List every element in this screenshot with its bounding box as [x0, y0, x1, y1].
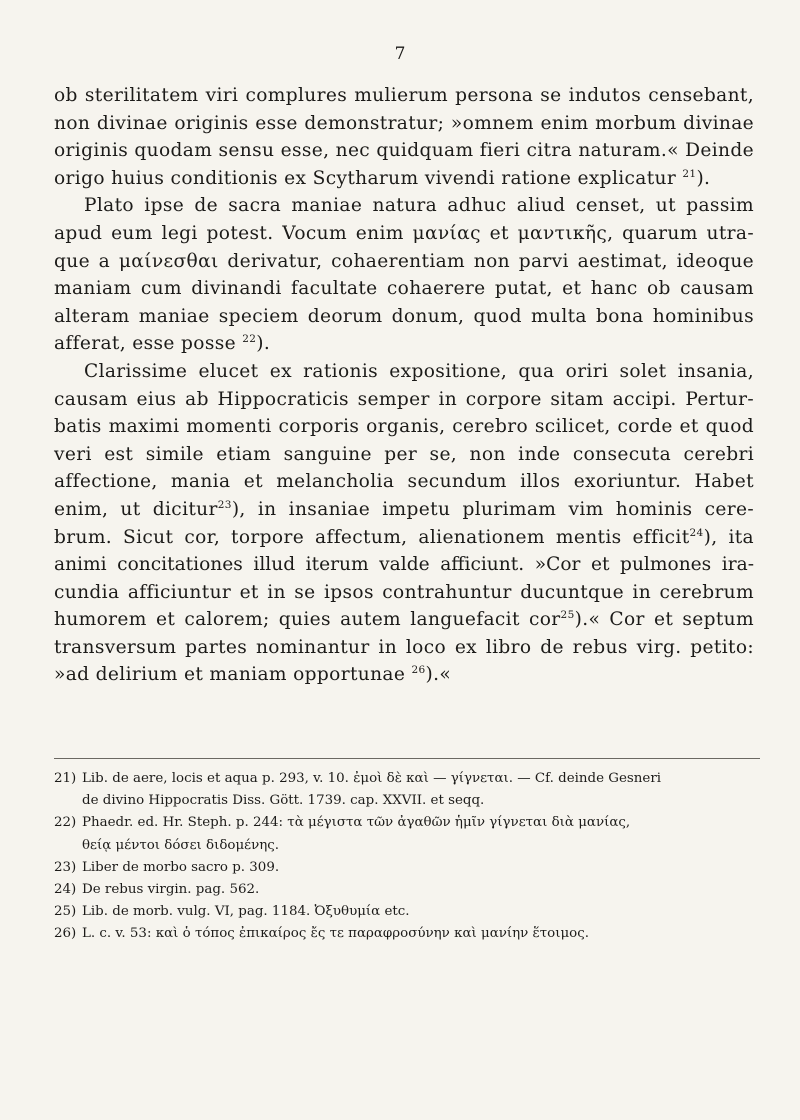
text-line: causam eius ab Hippocraticis semper in corpore sitam accipi. Pertur- — [54, 388, 754, 410]
footnote — [54, 879, 764, 901]
text-line: que a μαίνεσθαι derivatur, cohaerentiam non parvi aestimat, ideoque — [54, 250, 754, 272]
text-line: Plato ipse de sacra maniae natura adhuc aliud censet, ut passim — [84, 195, 754, 217]
text-fragment: humorem et calorem; quies autem languefacit cor — [54, 609, 561, 631]
text-line: Clarissime elucet ex rationis expositione, qua oriri solet insania, — [84, 360, 754, 382]
footnote-number: 24) — [54, 882, 77, 898]
footnote — [54, 857, 764, 879]
footnote-text: L. c. v. 53: καὶ ὁ τόπος ἐπικαίρος ἔς τε παραφροσύνην καὶ μανίην ἕτοιμος. — [82, 926, 589, 942]
text-line: non divinae originis esse demonstratur; »omnem enim morbum divinae — [54, 112, 754, 134]
footnote — [54, 901, 764, 923]
footnote-number: 22) — [54, 815, 77, 831]
text-line: transversum partes nominantur in loco ex libro de rebus virg. petito: — [54, 636, 754, 658]
text-line: batis maximi momenti corporis organis, cerebro scilicet, corde et quod — [54, 416, 754, 438]
text-fragment: »ad delirium et maniam opportunae — [54, 664, 412, 686]
text-line — [54, 606, 754, 634]
text-line: apud eum legi potest. Vocum enim μανίας et μαντικῆς, quarum utra- — [54, 222, 754, 244]
footnote-text: Lib. de morb. vulg. VI, pag. 1184. Ὀξυθυμία etc. — [82, 904, 410, 920]
text-fragment: ). — [256, 333, 271, 355]
footnote-text: De rebus virgin. pag. 562. — [82, 882, 260, 898]
footnote-ref: 24 — [689, 526, 704, 539]
text-line — [54, 524, 754, 552]
footnote — [54, 812, 764, 834]
text-line: affectione, mania et melancholia secundum illos exoriuntur. Habet — [54, 471, 754, 493]
text-line: animi concitationes illud iterum valde afficiunt. »Cor et pulmones ira- — [54, 554, 754, 576]
page-number: 7 — [394, 44, 406, 64]
text-fragment: ).« Cor et septum — [574, 609, 754, 631]
footnote-number: 23) — [54, 859, 77, 875]
footnote-number: 21) — [54, 771, 77, 786]
footnote-text: Lib. de aere, locis et aqua p. 293, v. 10. ἐμοὶ δὲ καὶ — γίγνεται. — Cf. deinde Gesneri — [82, 771, 662, 786]
footnote-ref: 25 — [560, 609, 575, 622]
text-fragment: ).« — [425, 664, 452, 686]
text-fragment: enim, ut dicitur — [54, 498, 218, 520]
footnote-ref: 22 — [242, 333, 257, 346]
footnote-text: Liber de morbo sacro p. 309. — [82, 859, 280, 875]
footnote-number: 25) — [54, 904, 77, 920]
text-fragment: afferat, esse posse — [54, 333, 243, 355]
text-fragment: ), in insaniae impetu plurimam vim hominis cere- — [231, 498, 754, 520]
text-line: ob sterilitatem viri complures mulierum persona se indutos censebant, — [54, 85, 754, 106]
text-line — [54, 496, 754, 524]
text-line: maniam cum divinandi facultate cohaerere putat, et hanc ob causam — [54, 278, 754, 300]
footnote — [54, 923, 764, 945]
text-fragment: brum. Sicut cor, torpore affectum, alienationem mentis efficit — [54, 526, 690, 548]
footnote-continuation: de divino Hippocratis Diss. Gött. 1739. cap. XXVII. et seqq. — [82, 793, 485, 809]
footnotes — [54, 768, 764, 946]
text-line — [54, 330, 754, 358]
footnote-divider — [54, 758, 760, 759]
footnote-ref: 26 — [411, 664, 426, 677]
footnote-ref: 23 — [217, 498, 232, 511]
text-line: alteram maniae speciem deorum donum, quod multa bona hominibus — [54, 305, 754, 327]
text-line: veri est simile etiam sanguine per se, non inde consecuta cerebri — [54, 443, 754, 465]
footnote-number: 26) — [54, 926, 77, 942]
footnote-text: Phaedr. ed. Hr. Steph. p. 244: τὰ μέγιστα τῶν ἀγαθῶν ἡμῖν γίγνεται διὰ μανίας, — [82, 815, 631, 831]
text-line: originis quodam sensu esse, nec quidquam fieri citra naturam.« Deinde — [54, 140, 754, 162]
footnote-continuation: θείᾳ μέντοι δόσει διδομένης. — [82, 837, 280, 853]
text-line — [54, 165, 754, 193]
main-text — [54, 82, 754, 689]
footnote-ref: 21 — [682, 167, 697, 180]
text-line — [54, 661, 754, 689]
text-line: cundia afficiuntur et in se ipsos contrahuntur ducuntque in cerebrum — [54, 581, 754, 603]
footnote — [54, 768, 764, 790]
text-fragment: ). — [696, 167, 711, 189]
text-fragment: ), ita — [703, 526, 754, 548]
text-fragment: origo huius conditionis ex Scytharum vivendi ratione explicatur — [54, 167, 683, 189]
